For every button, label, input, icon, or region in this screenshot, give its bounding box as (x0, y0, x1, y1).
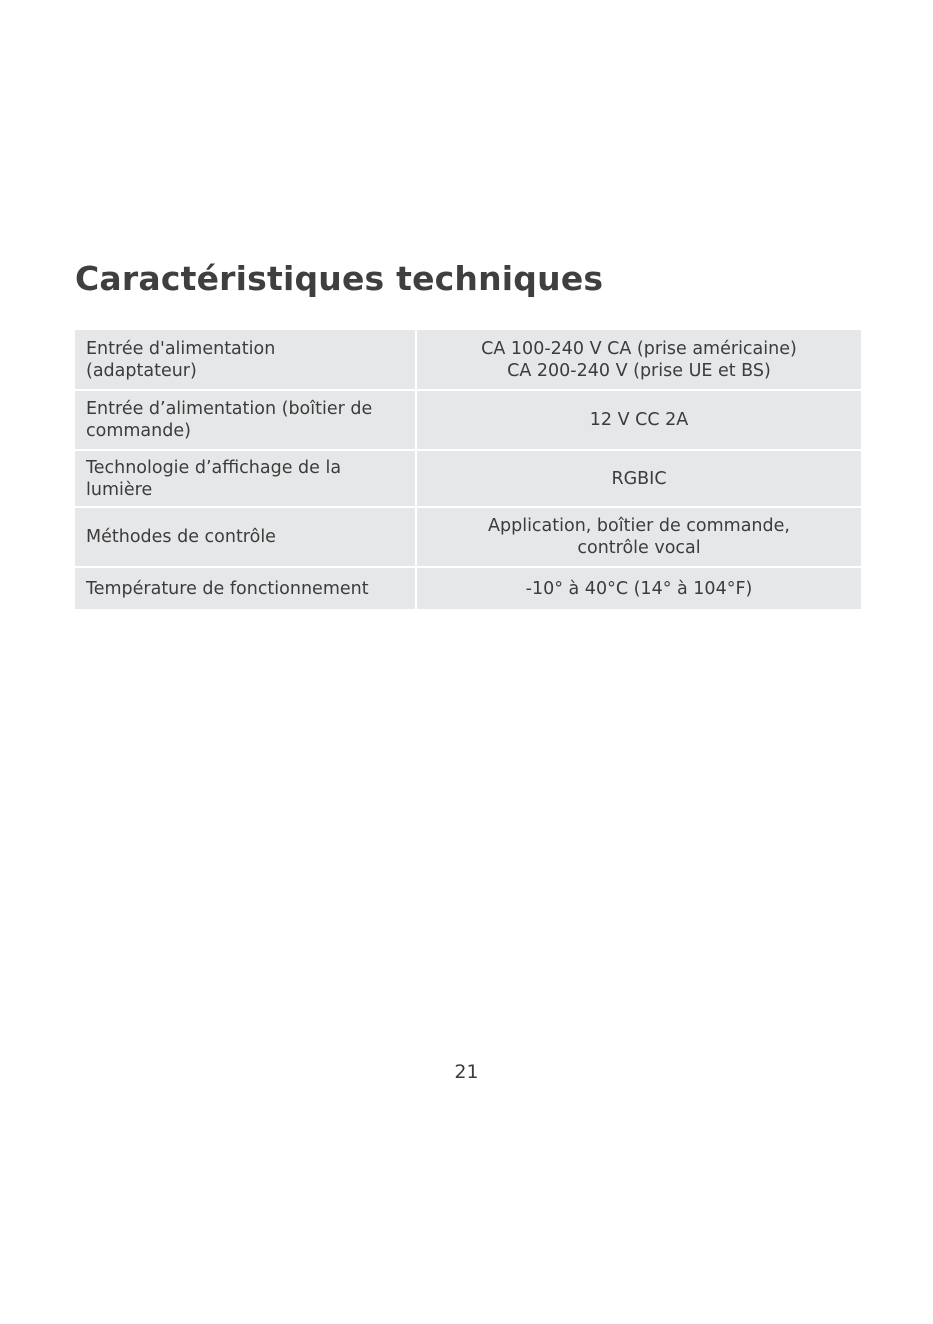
spec-table (75, 330, 861, 609)
spec-value-line: CA 200-240 V (prise UE et BS) (507, 360, 771, 381)
spec-label-line: (adaptateur) (86, 360, 197, 381)
spec-label-line: Méthodes de contrôle (86, 527, 276, 547)
spec-value (416, 507, 861, 567)
spec-value-line: 12 V CC 2A (589, 410, 689, 430)
spec-label-line: Entrée d’alimentation (boîtier de (86, 399, 373, 419)
table-row (75, 450, 861, 507)
spec-label (75, 450, 416, 507)
spec-label-line: Entrée d'alimentation (86, 338, 276, 359)
spec-value-line: -10° à 40°C (14° à 104°F) (525, 578, 753, 599)
table-row (75, 330, 861, 390)
spec-value (416, 390, 861, 450)
spec-label (75, 567, 416, 609)
spec-value-line: contrôle vocal (577, 538, 701, 558)
spec-value (416, 450, 861, 507)
spec-label (75, 390, 416, 450)
spec-label-line: Température de fonctionnement (86, 578, 369, 599)
table-row (75, 507, 861, 567)
spec-label-line: commande) (86, 421, 191, 441)
page-number: 21 (454, 1061, 479, 1083)
page-title: Caractéristiques techniques (75, 259, 604, 298)
table-row (75, 567, 861, 609)
spec-value (416, 330, 861, 390)
spec-value-line: Application, boîtier de commande, (488, 516, 790, 536)
spec-value-line: CA 100-240 V CA (prise américaine) (481, 338, 797, 359)
spec-label-line: lumière (86, 479, 153, 500)
spec-value-line: RGBIC (611, 468, 667, 489)
spec-label-line: Technologie d’affichage de la (86, 457, 342, 478)
table-row (75, 390, 861, 450)
spec-value (416, 567, 861, 609)
spec-label (75, 507, 416, 567)
spec-label (75, 330, 416, 390)
